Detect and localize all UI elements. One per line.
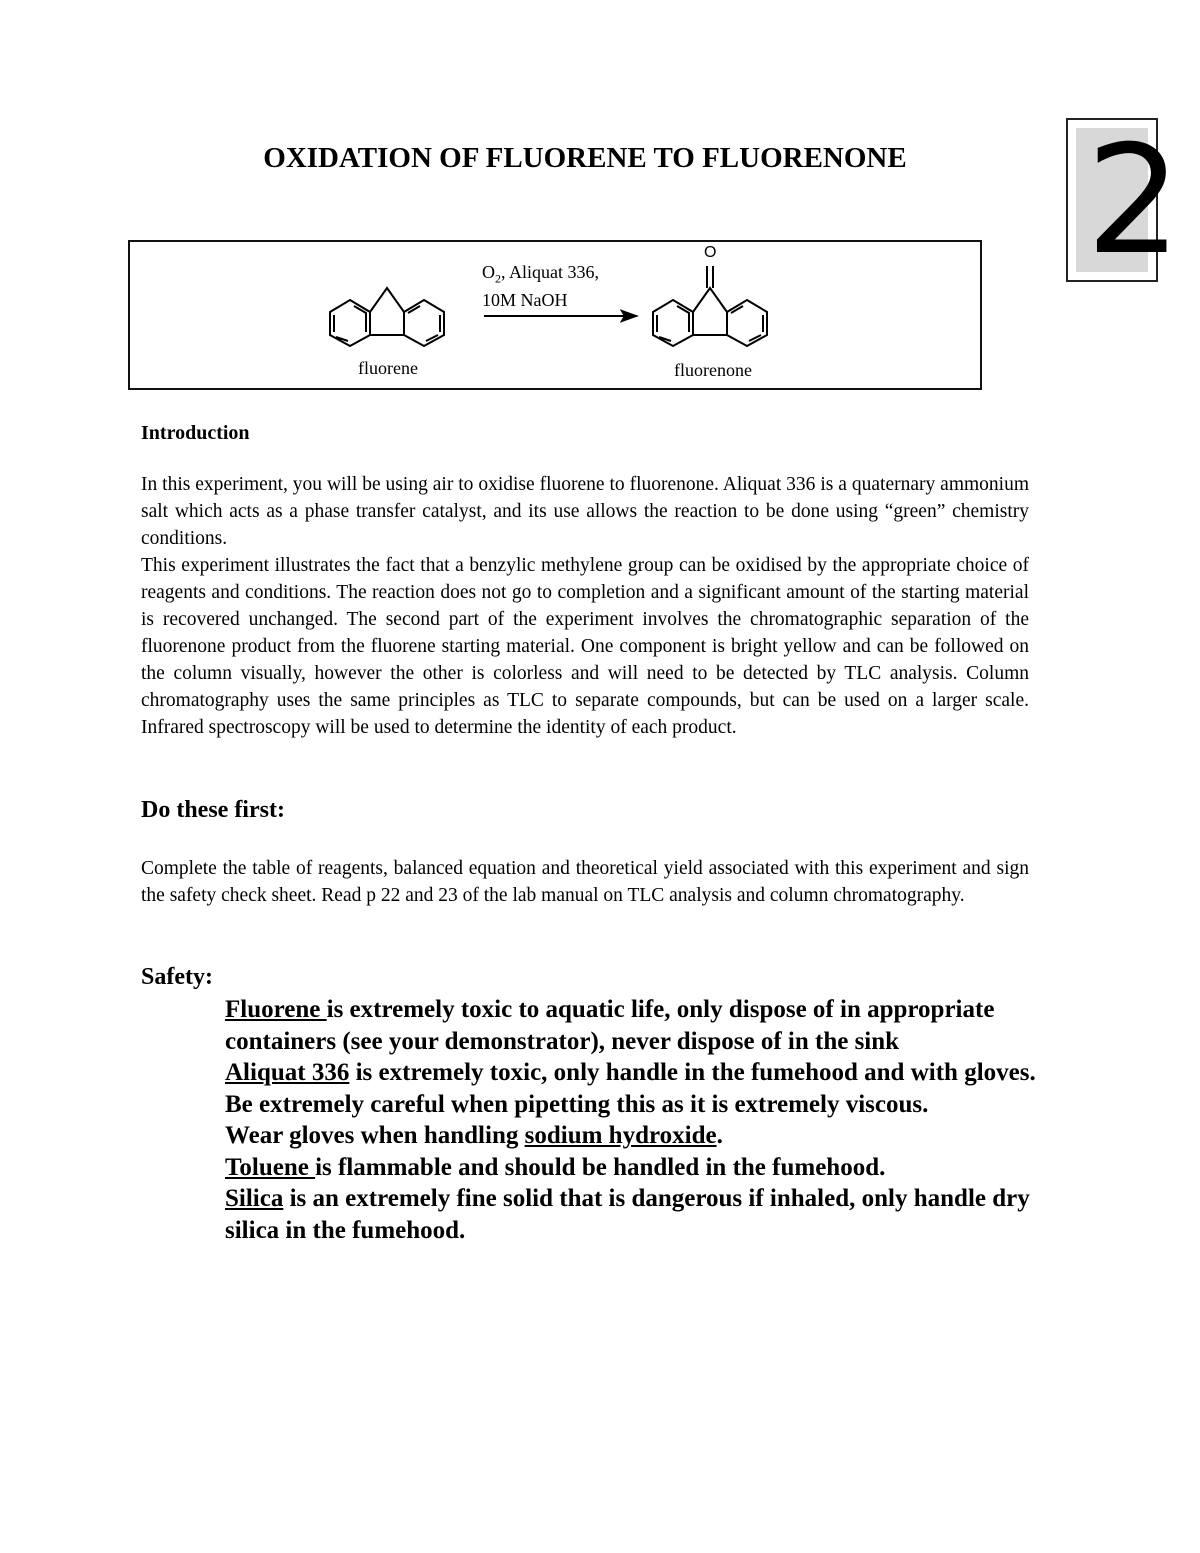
reaction-scheme <box>128 240 982 390</box>
safety-item-silica <box>225 1183 1055 1246</box>
safety-item-fluorene-text: is extremely toxic to aquatic life, only dispose of in appropriate containers (see your demonstrator), never dispose of in the sink <box>225 996 995 1055</box>
safety-list <box>225 994 1055 1246</box>
safety-item-toluene <box>225 1152 1055 1184</box>
conditions-line1-sub: 2 <box>495 271 501 286</box>
introduction-paragraph-2: This experiment illustrates the fact that a benzylic methylene group can be oxidised by the appropriate choice of reagents and conditions. The reaction does not go to completion and a significant amount of the starting material is recovered unchanged. The second part of the experiment involves the chromatographic separation of the fluorenone product from the fluorene starting material. One component is bright yellow and can be followed on the column visually, however the other is colorless and will need to be detected by TLC analysis. Column chromatography uses the same principles as TLC to separate compounds, but can be used on a larger scale. Infrared spectroscopy will be used to determine the identity of each product. <box>141 555 1029 738</box>
safety-item-silica-text: is an extremely fine solid that is dangerous if inhaled, only handle dry silica in the fumehood. <box>225 1185 1030 1244</box>
oxygen-atom-label: O <box>704 244 717 261</box>
safety-item-naoh-post: . <box>716 1122 723 1149</box>
safety-item-naoh-chemical: sodium hydroxide <box>524 1122 717 1149</box>
reaction-arrow <box>484 311 636 321</box>
fluorene-structure <box>330 288 444 346</box>
safety-item-aliquat-chemical: Aliquat 336 <box>225 1059 350 1086</box>
fluorenone-structure <box>653 266 767 346</box>
safety-item-fluorene-chemical: Fluorene <box>225 996 327 1023</box>
chapter-number-box <box>1066 114 1182 288</box>
introduction-paragraph-1: In this experiment, you will be using air to oxidise fluorene to fluorenone. Aliquat 336 is a quaternary ammonium salt which acts as a phase transfer catalyst, and its use allows the reaction to be done using “green” chemistry conditions. <box>141 474 1029 549</box>
safety-item-naoh <box>225 1120 1055 1152</box>
reaction-conditions <box>482 262 599 311</box>
safety-item-naoh-pre: Wear gloves when handling <box>225 1122 525 1149</box>
safety-item-silica-chemical: Silica <box>225 1185 284 1212</box>
chapter-number: 2 <box>1086 114 1182 288</box>
safety-item-toluene-chemical: Toluene <box>225 1153 316 1181</box>
safety-item-toluene-text: is flammable and should be handled in the fumehood. <box>315 1153 886 1181</box>
conditions-line1-rest: , Aliquat 336, <box>501 262 599 282</box>
reactant-label: fluorene <box>358 358 418 378</box>
do-first-text: Complete the table of reagents, balanced equation and theoretical yield associated with this experiment and sign the safety check sheet. Read p 22 and 23 of the lab manual on TLC analysis and column chromatography. <box>141 858 1029 906</box>
safety-heading: Safety: <box>141 964 213 990</box>
product-label: fluorenone <box>674 360 752 380</box>
do-first-heading: Do these first: <box>141 797 285 823</box>
page-title: OXIDATION OF FLUORENE TO FLUORENONE <box>263 142 907 174</box>
conditions-line1-prefix: O <box>482 262 495 282</box>
conditions-line2: 10M NaOH <box>482 289 568 310</box>
safety-item-aliquat <box>225 1057 1055 1120</box>
safety-item-aliquat-text: is extremely toxic, only handle in the fumehood and with gloves. Be extremely careful when pipetting this as it is extremely viscous. <box>225 1059 1036 1118</box>
safety-item-fluorene <box>225 994 1055 1057</box>
introduction-heading: Introduction <box>141 422 250 444</box>
